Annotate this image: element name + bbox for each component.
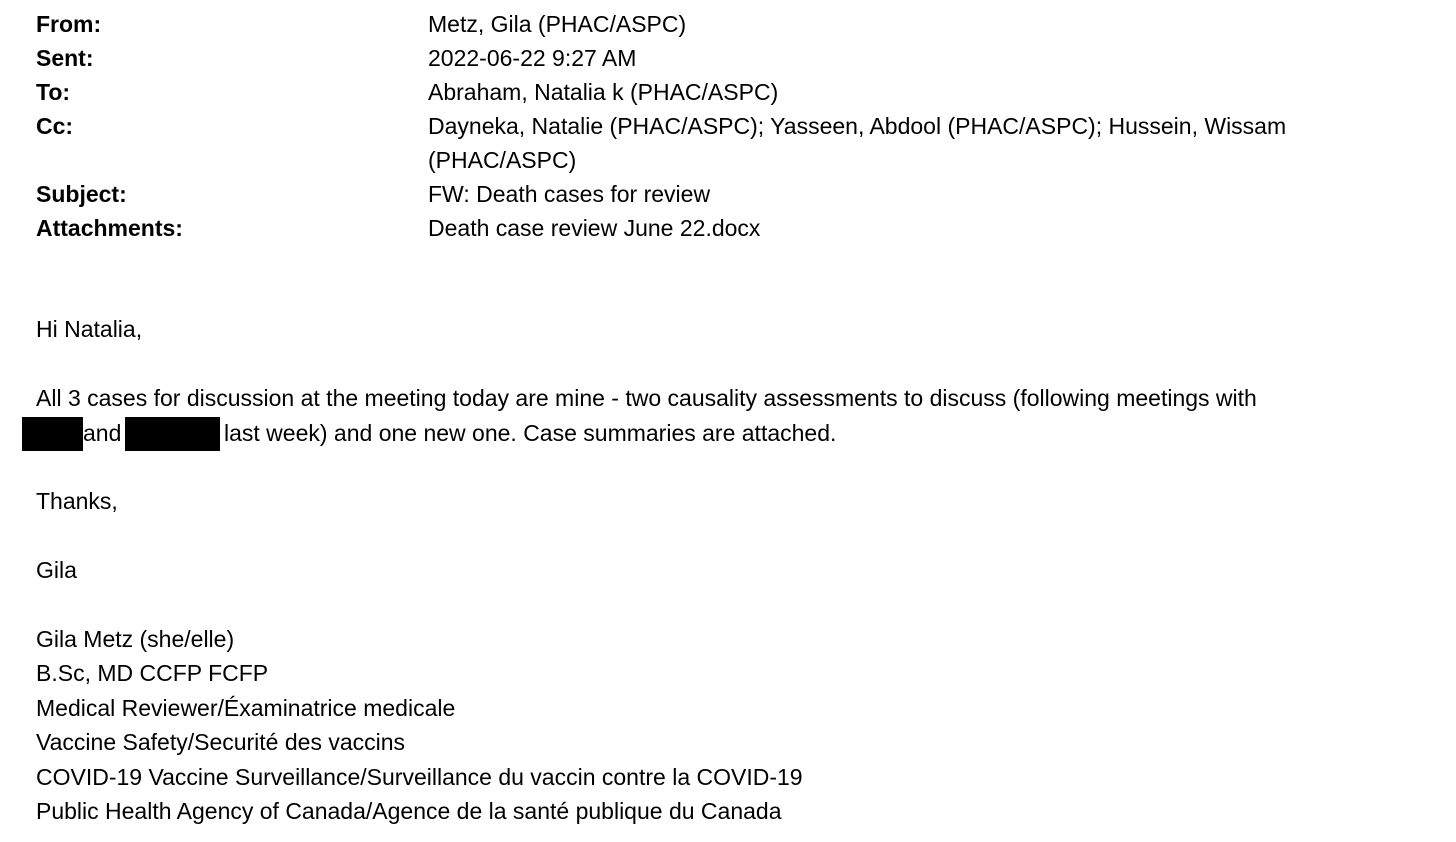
sent-label: Sent: — [36, 45, 94, 71]
attachments-label: Attachments: — [36, 215, 183, 241]
sign-name: Gila — [36, 557, 77, 583]
to-label: To: — [36, 79, 71, 105]
attachments-value: Death case review June 22.docx — [428, 215, 761, 241]
signature-credentials: B.Sc, MD CCFP FCFP — [36, 660, 269, 686]
header-cc-row — [0, 109, 1456, 143]
redaction-box — [125, 417, 220, 451]
greeting: Hi Natalia, — [36, 316, 143, 342]
to-value: Abraham, Natalia k (PHAC/ASPC) — [428, 79, 779, 105]
header-sent-row — [0, 41, 1456, 75]
paragraph-line-2: last week) and one new one. Case summaries are attached. — [224, 420, 837, 446]
paragraph-and: and — [83, 420, 122, 446]
header-from-row — [0, 7, 1456, 41]
sent-value: 2022-06-22 9:27 AM — [428, 45, 637, 71]
signature-name: Gila Metz (she/elle) — [36, 626, 235, 652]
signature-department: Vaccine Safety/Securité des vaccins — [36, 729, 406, 755]
from-value: Metz, Gila (PHAC/ASPC) — [428, 11, 687, 37]
header-to-row — [0, 75, 1456, 109]
cc-value-line2: (PHAC/ASPC) — [428, 147, 577, 173]
cc-label: Cc: — [36, 113, 74, 139]
thanks-line: Thanks, — [36, 488, 118, 514]
header-attachments-row — [0, 211, 1456, 245]
header-subject-row — [0, 177, 1456, 211]
header-cc-row-cont — [0, 143, 1456, 177]
redaction-box — [22, 417, 83, 451]
paragraph-line-1: All 3 cases for discussion at the meeting today are mine - two causality assessments to discuss (following meetings with — [36, 385, 1257, 411]
signature-agency: Public Health Agency of Canada/Agence de la santé publique du Canada — [36, 798, 782, 824]
cc-value-line1: Dayneka, Natalie (PHAC/ASPC); Yasseen, Abdool (PHAC/ASPC); Hussein, Wissam — [428, 113, 1287, 139]
from-label: From: — [36, 11, 102, 37]
subject-value: FW: Death cases for review — [428, 181, 711, 207]
subject-label: Subject: — [36, 181, 127, 207]
signature-title: Medical Reviewer/Éxaminatrice medicale — [36, 695, 456, 721]
signature-division: COVID-19 Vaccine Surveillance/Surveillance du vaccin contre la COVID-19 — [36, 764, 803, 790]
